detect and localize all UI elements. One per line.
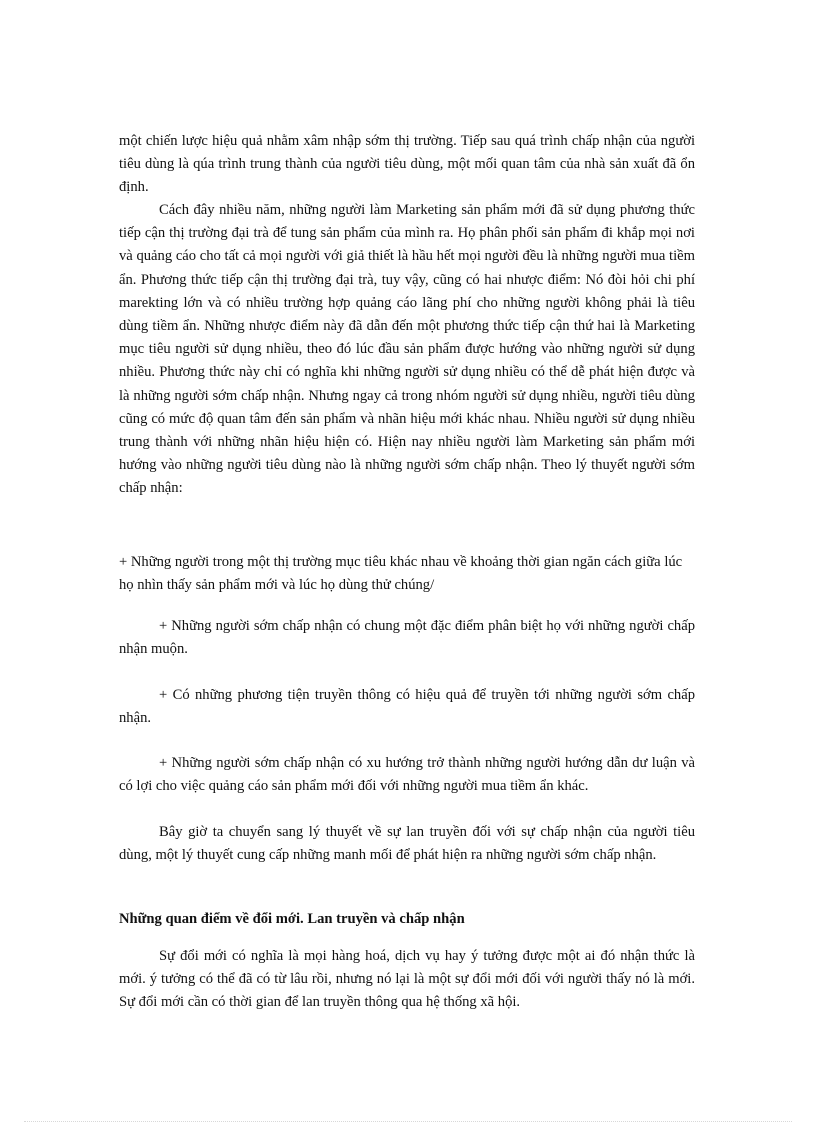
paragraph-innovation: Sự đổi mới có nghĩa là mọi hàng hoá, dịch vụ hay ý tưởng được một ai đó nhận thức là mới. ý tưởng có thể đã có từ lâu rồi, nhưng nó lại là một sự đổi mới đối với người thấy nó là mới. Sự đổi mới cần có thời gian để lan truyền thông qua hệ thống xã hội. <box>119 948 695 1011</box>
section-heading: Những quan điểm về đổi mới. Lan truyền và chấp nhận <box>119 911 465 927</box>
paragraph-mass-market: Cách đây nhiều năm, những người làm Marketing sản phẩm mới đã sử dụng phương thức tiếp cận thị trường đại trà để tung sản phẩm của mình ra. Họ phân phối sản phẩm đi khắp mọi nơi và quảng cáo cho tất cả mọi người với giả thiết là hầu hết mọi người đều là những người mua tiềm ẩn. Phương thức tiếp cận thị trường đại trà, tuy vậy, cũng có hai nhược điểm: Nó đòi hỏi chi phí marekting lớn và có nhiều trường hợp quảng cáo lãng phí cho những người không phải là tiêu dùng tiềm ẩn. Những nhược điểm này đã dẫn đến một phương thức tiếp cận thứ hai là Marketing mục tiêu người sử dụng nhiều, theo đó lúc đầu sản phẩm được hướng vào những người sử dụng nhiều. Phương thức này chỉ có nghĩa khi những người sử dụng nhiều có thể dễ phát hiện được và là những người sớm chấp nhận. Nhưng ngay cả trong nhóm người sử dụng nhiều, người tiêu dùng cũng có mức độ quan tâm đến sản phẩm và nhãn hiệu mới khác nhau. Nhiều người sử dụng nhiều trung thành với những nhãn hiệu hiện có. Hiện nay nhiều người làm Marketing sản phẩm mới hướng vào những người tiêu dùng nào là những người sớm chấp nhận. Theo lý thuyết người sớm chấp nhận: <box>119 202 695 497</box>
paragraph-intro: một chiến lược hiệu quả nhằm xâm nhập sớm thị trường. Tiếp sau quá trình chấp nhận của người tiêu dùng là qúa trình trung thành của người tiêu dùng, một mối quan tâm của nhà sản xuất đã ổn định. <box>119 133 695 196</box>
bullet-paragraph-1: + Những người trong một thị trường mục tiêu khác nhau về khoảng thời gian ngăn cách giữa lúc họ nhìn thấy sản phẩm mới và lúc họ dùng thử chúng/ <box>119 554 683 594</box>
bullet-paragraph-4: + Những người sớm chấp nhận có xu hướng trở thành những người hướng dẫn dư luận và có lợi cho việc quảng cáo sản phẩm mới đối với những người mua tiềm ẩn khác. <box>119 755 695 795</box>
page-bottom-divider <box>24 1121 792 1122</box>
bullet-paragraph-2: + Những người sớm chấp nhận có chung một đặc điểm phân biệt họ với những người chấp nhận muộn. <box>119 618 695 658</box>
bullet-paragraph-3: + Có những phương tiện truyền thông có hiệu quả để truyền tới những người sớm chấp nhận. <box>119 687 695 727</box>
paragraph-diffusion-theory: Bây giờ ta chuyển sang lý thuyết về sự lan truyền đối với sự chấp nhận của người tiêu dùng, một lý thuyết cung cấp những manh mối để phát hiện ra những người sớm chấp nhận. <box>119 824 695 864</box>
